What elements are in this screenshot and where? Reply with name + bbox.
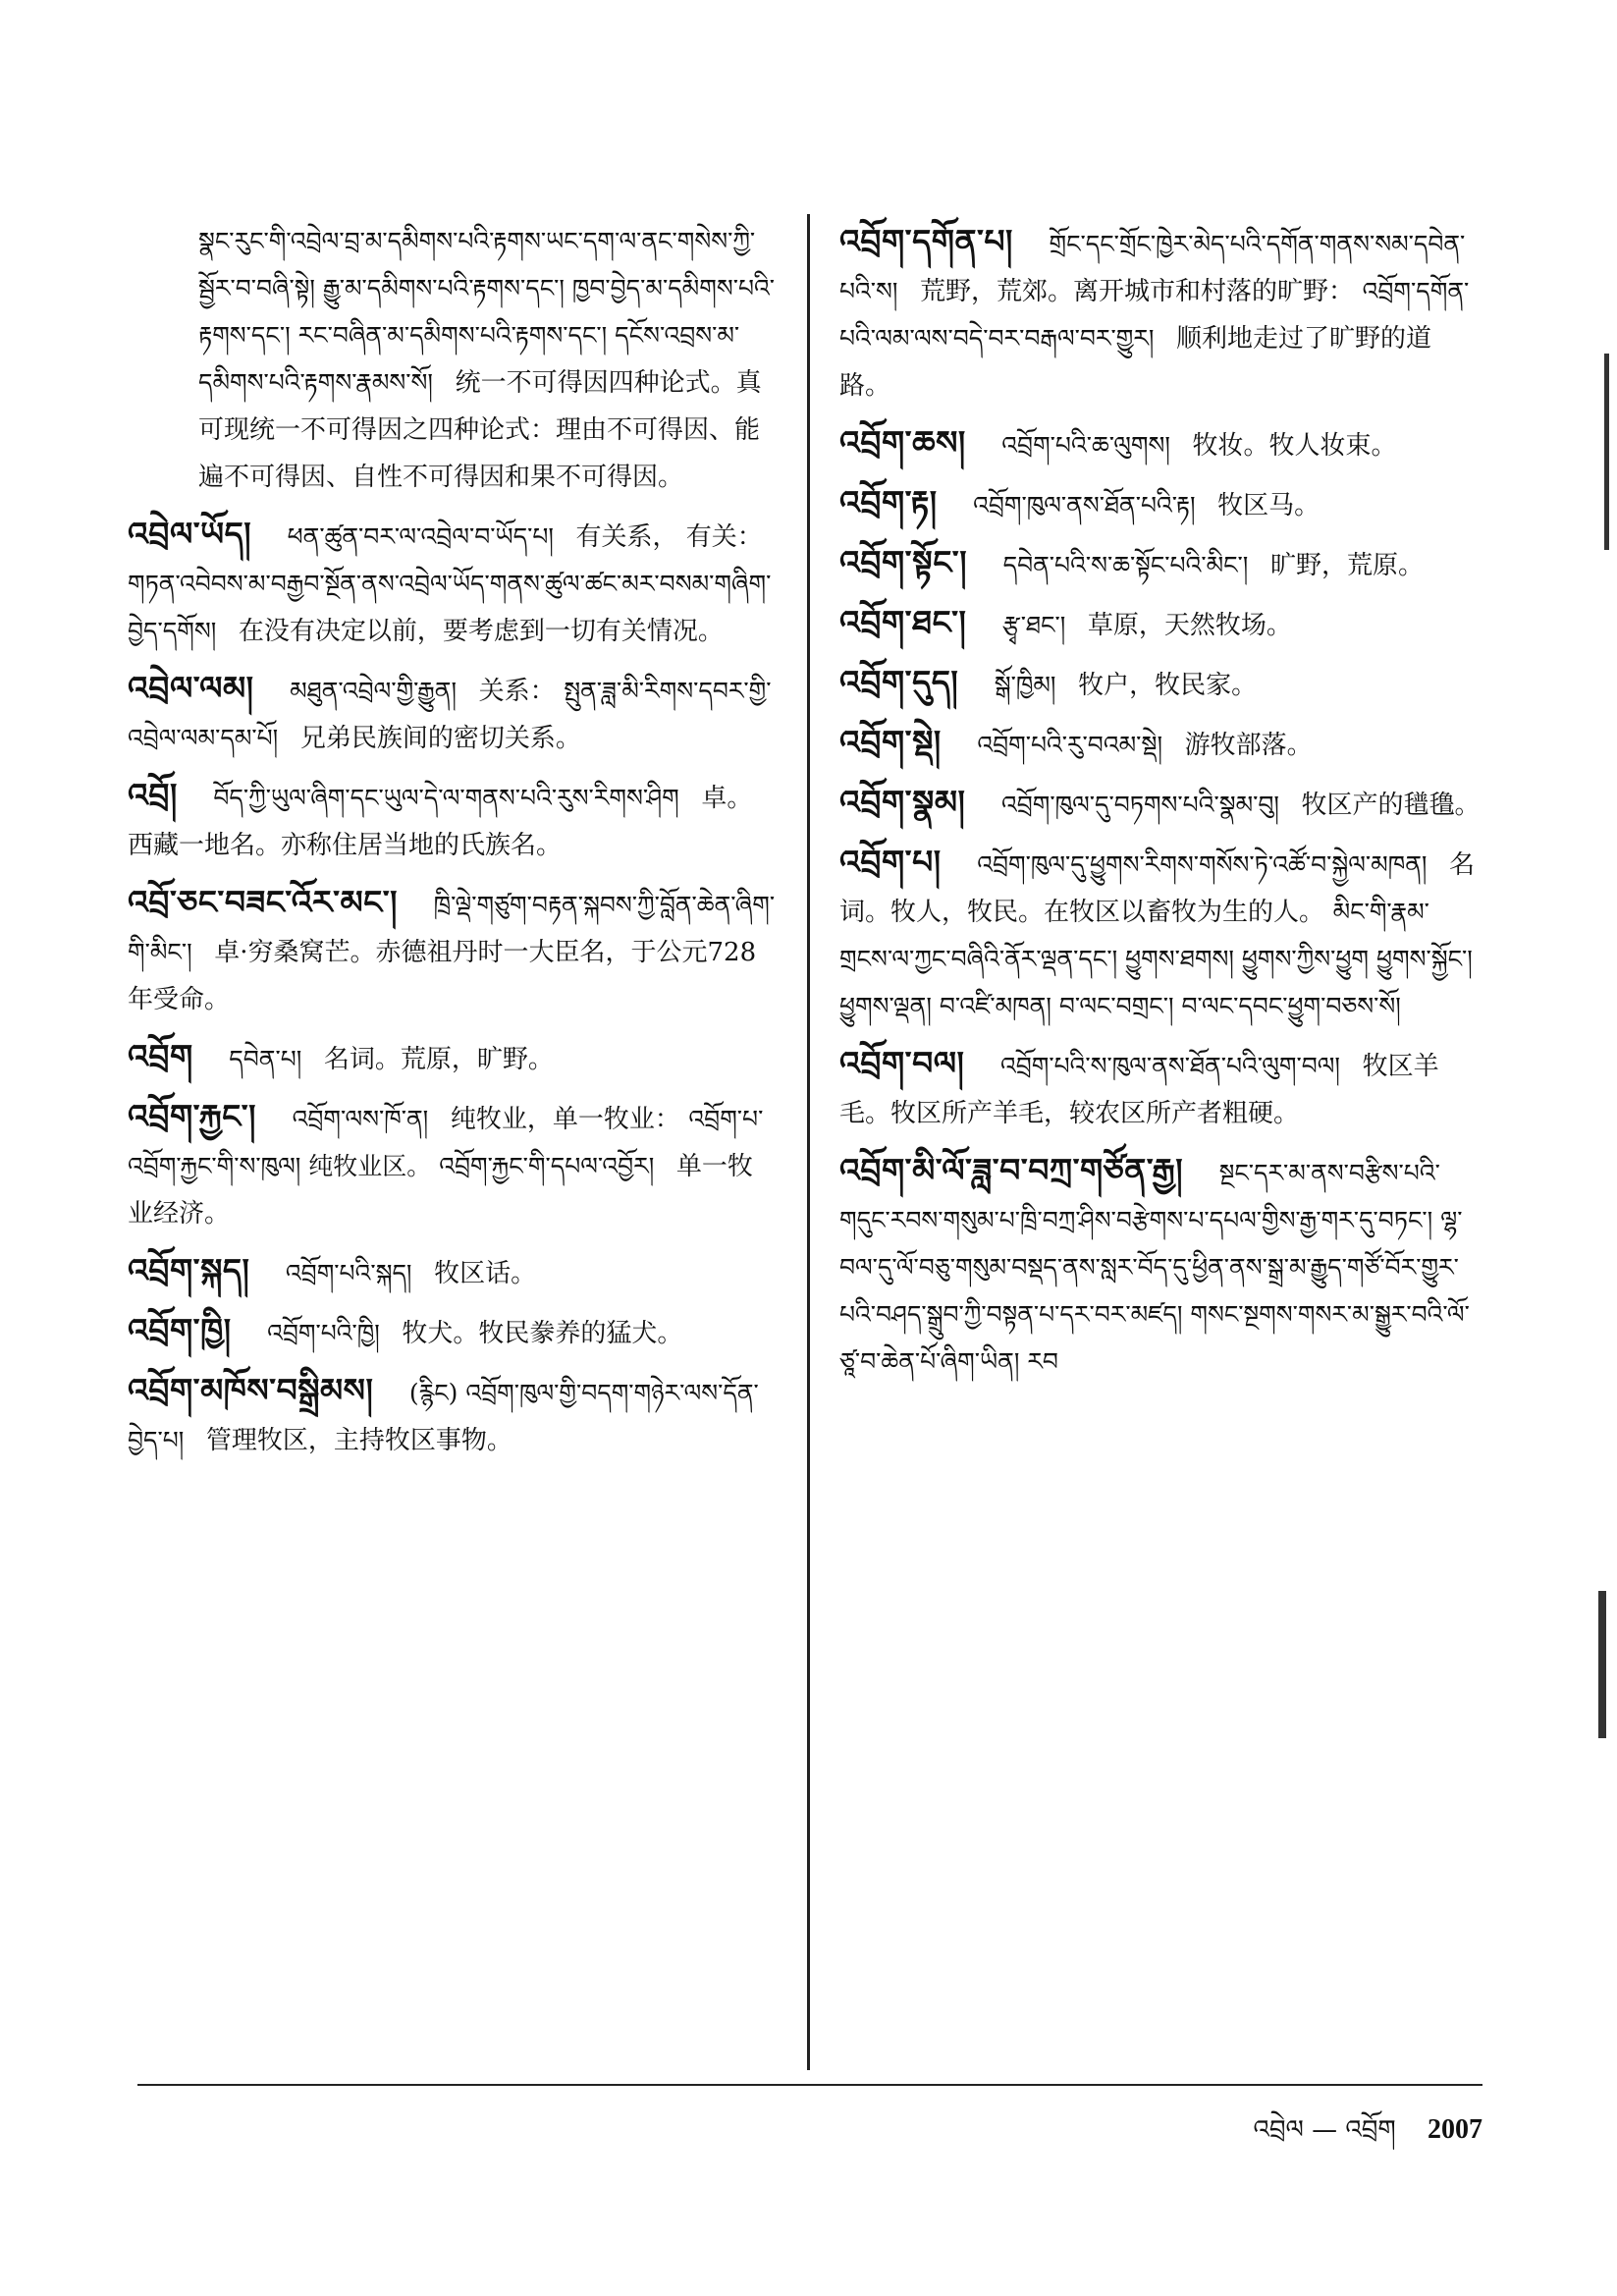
dictionary-entry (128, 1093, 776, 1237)
dictionary-entry (839, 1040, 1482, 1137)
entry-definition: འབྲོག་ཁུལ་དུ་ཕྱུགས་རིགས་གསོས་ཏེ་འཚོ་བ་སྐྱེལ་མཁན། (977, 850, 1428, 879)
entry-chinese: 牧区话。 (434, 1259, 537, 1288)
entry-chinese: 牧犬。牧民豢养的猛犬。 (402, 1319, 683, 1348)
entry-definition: འབྲོག་ཁུལ་དུ་བཏགས་པའི་སྣམ་བུ། (1000, 791, 1279, 819)
entry-definition: ཕན་ཚུན་བར་ལ་འབྲེལ་བ་ཡོད་པ། (287, 522, 554, 551)
dictionary-entry (839, 419, 1482, 469)
dictionary-entry (839, 539, 1482, 589)
entry-definition: རྩྭ་ཐང་། (1001, 611, 1066, 639)
entry-chinese: 牧区产的氆氇。 (1301, 791, 1481, 820)
dictionary-entry (128, 1247, 776, 1297)
entry-headword: འབྲེལ་ལམ། (128, 669, 254, 707)
entry-example: མིང་གི་རྣམ་གྲངས་ལ་ཀྱང་བཞིའི་ནོར་ལྡན་དང་། ཕྱུགས་ཐགས། ཕྱུགས་ཀྱིས་ཕྱུག ཕྱུགས་སྐྱོང་། ཕྱུགས་ལྡན། བ་འཛི་མཁན། བ་ལང་བགྲང་། བ་ལང་དབང་ཕྱུག་བཅས་སོ། (839, 898, 1473, 1020)
entry-headword: འབྲོག་བལ། (839, 1044, 965, 1082)
dictionary-entry (839, 479, 1482, 529)
left-column (128, 218, 776, 1474)
entry-example-chinese: 顺利地走过了旷野的道路。 (839, 324, 1432, 401)
entry-headword: འབྲོག (128, 1037, 193, 1075)
entry-headword: འབྲོག་ཁྱི། (128, 1311, 232, 1349)
dictionary-entry (128, 511, 776, 655)
dictionary-entry (128, 665, 776, 762)
entry-example: འབྲོག་པ་འབྲོག་རྐྱང་གི་ས་ཁུལ། 纯牧业区。 འབྲོག་རྐྱང་གི་དཔལ་འབྱོར། (128, 1105, 764, 1180)
entry-chinese: 牧区马。 (1217, 491, 1321, 520)
entry-example-chinese: 单一牧业经济。 (128, 1152, 753, 1229)
page-range: འབྲེལ — འབྲོག (1253, 2115, 1396, 2145)
column-divider (807, 214, 810, 2070)
entry-definition: གྲོང་དང་གྲོང་ཁྱེར་མེད་པའི་དགོན་གནས་སམ་དབེན་པའི་ས། (839, 230, 1466, 305)
dictionary-entry (839, 779, 1482, 829)
entry-chinese: 旷野，荒原。 (1269, 551, 1424, 580)
entry-headword: འབྲོག་དགོན་པ། (839, 222, 1013, 260)
entry-example: འབྲོག་དགོན་པའི་ལམ་ལས་བདེ་བར་བརྒལ་བར་གྱུར། (839, 277, 1470, 353)
entry-definition: དབེན་པ། (229, 1045, 302, 1073)
dictionary-entry (128, 1307, 776, 1357)
entry-chinese: 荒野，荒郊。离开城市和村落的旷野： (920, 277, 1355, 306)
entry-headword: འབྲེལ་ཡོད། (128, 515, 252, 553)
margin-mark (1604, 354, 1609, 550)
continuation-tibetan: སྣང་རུང་གི་འབྲེལ་བྲ་མ་དམིགས་པའི་རྟགས་ཡང་དག་ལ་ནང་གསེས་ཀྱི་སྦྱོར་བ་བཞི་སྟེ། རྒྱུ་མ་དམིགས་པའི་རྟགས་དང་། ཁྱབ་བྱེད་མ་དམིགས་པའི་རྟགས་དང་། རང་བཞིན་མ་དམིགས་པའི་རྟགས་དང་། དངོས་འབྲས་མ་དམིགས་པའི་རྟགས་རྣམས་སོ། (198, 227, 775, 397)
entry-definition: འབྲོག་པའི་ས་ཁུལ་ནས་ཐོན་པའི་ལུག་བལ། (999, 1052, 1340, 1080)
entry-definition: བོད་ཀྱི་ཡུལ་ཞིག་དང་ཡུལ་དེ་ལ་གནས་པའི་རུས་རིགས་ཤིག (213, 784, 679, 812)
entry-example-chinese: 在没有决定以前，要考虑到一切有关情况。 (238, 617, 724, 646)
entry-chinese: 名词。荒原，旷野。 (323, 1045, 554, 1074)
entry-definition: སྒོ་ཁྱིམ། (994, 671, 1056, 699)
entry-chinese: 卓·穷桑窝芒。赤德祖丹时一大臣名，于公元728年受命。 (128, 938, 757, 1014)
entry-headword: འབྲོ་ཅང་བཟང་འོར་མང་། (128, 883, 398, 921)
entry-headword: འབྲོག་སྡེ། (839, 723, 942, 761)
entry-definition: འབྲོག་ཁུལ་ནས་ཐོན་པའི་རྟ། (973, 491, 1196, 519)
dictionary-entry (128, 1367, 776, 1464)
entry-headword: འབྲོག་སྐད། (128, 1251, 250, 1289)
entry-chinese: 管理牧区，主持牧区事物。 (205, 1426, 512, 1455)
entry-headword: འབྲོག་རྟ། (839, 483, 938, 521)
entry-chinese: 卓。西藏一地名。亦称住居当地的氏族名。 (128, 784, 753, 860)
entry-headword: འབྲོག་སྣམ། (839, 783, 966, 821)
dictionary-entry (128, 772, 776, 869)
entry-definition: ཁྲི་ལྡེ་གཙུག་བརྟན་སྐབས་ཀྱི་བློན་ཆེན་ཞིག་གི་མིང་། (128, 891, 776, 966)
entry-headword: འབྲོ། (128, 776, 178, 814)
dictionary-entry (128, 879, 776, 1023)
entry-chinese: 牧区羊毛。牧区所产羊毛，较农区所产者粗硬。 (839, 1052, 1439, 1128)
entry-headword: འབྲོག་པ། (839, 843, 942, 881)
entry-definition: འབྲོག་ལས་ཁོ་ན། (292, 1105, 429, 1133)
dictionary-entry (839, 218, 1482, 410)
continuation-chinese: 统一不可得因四种论式。真可现统一不可得因之四种论式：理由不可得因、能遍不可得因、自性不可得因和果不可得因。 (198, 368, 762, 492)
entry-definition: སྔང་དར་མ་ནས་བརྩིས་པའི་གདུང་རབས་གསུམ་པ་ཁྲི་བཀྲ་ཤིས་བརྩེགས་པ་དཔལ་གྱིས་རྒྱ་གར་དུ་བཏང་། ལྷ་བལ་དུ་ལོ་བཅུ་གསུམ་བསྡད་ནས་སླར་བོད་དུ་ཕྱིན་ནས་སྒྲ་མ་རྒྱུད་གཙོ་བོར་གྱུར་པའི་བཤད་སྒྲུབ་ཀྱི་བསྟན་པ་དར་བར་མཛད། གསང་སྔགས་གསར་མ་སྒྱུར་བའི་ལོ་ཙཱ་བ་ཆེན་པོ་ཞིག་ཡིན། རབ (839, 1159, 1470, 1376)
dictionary-entry (839, 1147, 1482, 1386)
margin-mark (1598, 1591, 1606, 1738)
entry-headword: འབྲོག་མཁོས་བསྒྲིམས། (128, 1371, 374, 1409)
dictionary-entry (839, 839, 1482, 1030)
entry-definition: མཐུན་འབྲེལ་གྱི་རྒྱུན། (290, 677, 458, 705)
entry-definition: འབྲོག་པའི་ཁྱི། (267, 1319, 380, 1347)
right-entry-list (839, 218, 1482, 1386)
entry-headword: འབྲོག་རྐྱང་། (128, 1097, 256, 1135)
entry-headword: འབྲོག་དུད། (839, 663, 959, 701)
entry-chinese: 牧户，牧民家。 (1078, 671, 1258, 700)
entry-chinese: 纯牧业，单一牧业： (450, 1105, 680, 1134)
entry-chinese: 有关系， 有关： (575, 522, 763, 552)
entry-chinese: 关系： (478, 677, 556, 706)
page-footer (1129, 2102, 1482, 2173)
entry-headword: འབྲོག་མི་ལོ་ཟླ་བ་བཀྲ་གཙོན་རྒྱ། (839, 1151, 1184, 1189)
entry-headword: འབྲོག་ཐང་། (839, 603, 967, 641)
entry-example-chinese: 兄弟民族间的密切关系。 (299, 724, 581, 753)
entry-chinese: 草原，天然牧场。 (1087, 611, 1292, 640)
entry-chinese: 名词。牧人，牧民。在牧区以畜牧为生的人。 (839, 850, 1476, 927)
entry-definition: འབྲོག་པའི་སྐད། (285, 1259, 412, 1287)
left-entry-list (128, 511, 776, 1464)
continuation-entry (128, 218, 776, 501)
entry-definition: དབེན་པའི་ས་ཆ་སྟོང་པའི་མིང་། (1002, 551, 1249, 579)
dictionary-entry (839, 719, 1482, 769)
entry-headword: འབྲོག་ཆས། (839, 423, 966, 462)
right-column (839, 218, 1482, 1395)
dictionary-entry (839, 659, 1482, 709)
bottom-rule (137, 2084, 1482, 2086)
entry-definition: འབྲོག་པའི་ཆ་ལུགས། (1001, 431, 1170, 460)
entry-headword: འབྲོག་སྟོང་། (839, 543, 968, 581)
entry-chinese: 游牧部落。 (1184, 731, 1313, 760)
entry-definition: (རྙིང) འབྲོག་ཁུལ་གྱི་བདག་གཉེར་ལས་དོན་བྱེད་པ། (128, 1379, 759, 1454)
entry-example: གཏན་འབེབས་མ་བརྒྱབ་སྔོན་ནས་འབྲེལ་ཡོད་གནས་ཚུལ་ཚང་མར་བསམ་གཞིག་བྱེད་དགོས། (128, 570, 772, 645)
dictionary-entry (839, 599, 1482, 649)
entry-definition: འབྲོག་པའི་རུ་བའམ་སྡེ། (977, 731, 1163, 759)
entry-chinese: 牧妆。牧人妆束。 (1192, 431, 1397, 461)
page-number: 2007 (1428, 2114, 1482, 2145)
entry-example: སྤུན་ཟླ་མི་རིགས་དབར་གྱི་འབྲེལ་ལམ་དམ་པོ། (128, 677, 772, 752)
dictionary-entry (128, 1033, 776, 1083)
